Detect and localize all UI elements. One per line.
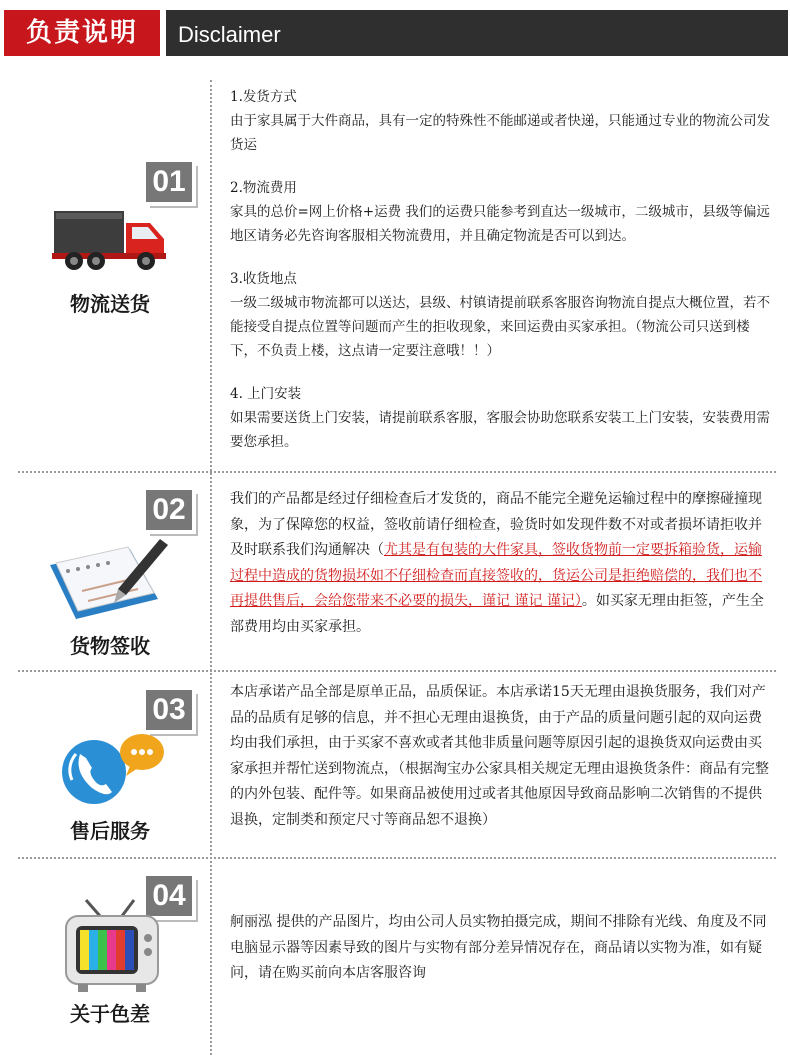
text-after: 。如买家无理由拒签，产生全部费用均由买家承担。 [230, 593, 764, 635]
section-number: 04 [146, 876, 192, 916]
truck-icon [52, 205, 170, 273]
section-number: 03 [146, 690, 192, 730]
section-text [230, 487, 770, 640]
section-text: 本店承诺产品全部是原单正品，品质保证。本店承诺15天无理由退换货服务，我们对产品的品质有足够的信息，并不担心无理由退换货，由于产品的质量问题引起的双向运费均由我们承担，由于买家不喜欢或者其他非质量问题等原因引起的退换货双向运费由买家承担并帮忙送到物流点，（根据淘宝办公家具相关规定无理由退换货条件：商品有完整的内外包装、配件等。如果商品被使用过或者其他原因导致商品影响二次销售的不提供退换，定制类和预定尺寸等商品恕不退换） [230, 684, 769, 828]
item-body: 如果需要送货上门安装，请提前联系客服，客服会协助您联系安装工上门安装，安装费用需要您承担。 [230, 410, 770, 450]
item-heading: 2.物流费用 [230, 180, 297, 196]
item-heading: 3.收货地点 [230, 271, 297, 287]
item-body: 家具的总价=网上价格+运费 我们的运费只能参考到直达一级城市，二级城市，县级等偏远地区请务必先咨询客服相关物流费用，并且确定物流是否可以到达。 [230, 204, 770, 244]
section-number: 01 [146, 162, 192, 202]
text-before: 我们的产品都是经过仔细检查后才发货的，商品不能完全避免运输过程中的摩擦碰撞现象，为了保障您的权益，签收前请仔细检查，验货时如发现件数不对或者损坏请拒收并及时联系我们沟通解决（ [230, 491, 762, 558]
section-label: 货物签收 [70, 634, 150, 658]
section-number: 02 [146, 490, 192, 530]
tv-icon [60, 898, 164, 994]
section-text: 舸丽泓 提供的产品图片，均由公司人员实物拍摄完成，期间不排除有光线、角度及不同电脑显示器等因素导致的图片与实物有部分差异情况存在，商品请以实物为准，如有疑问，请在购买前向本店客服咨询 [230, 914, 767, 981]
notebook-pen-icon [42, 535, 172, 625]
section-label: 关于色差 [70, 1002, 150, 1026]
section-divider [18, 857, 776, 859]
section-divider [18, 670, 776, 672]
item-heading: 1.发货方式 [230, 89, 297, 105]
warning-text: 尤其是有包装的大件家具，签收货物前一定要拆箱验货，运输过程中造成的货物损坏如不仔细检查而直接签收的，货运公司是拒绝赔偿的，我们也不再提供售后，会给您带来不必要的损失，谨记 谨记 谨记） [230, 542, 762, 609]
header-title-cn: 负责说明 [4, 10, 160, 56]
header-banner [0, 0, 790, 62]
vertical-divider [210, 80, 212, 1055]
item-heading: 4. 上门安装 [230, 386, 302, 402]
item-body: 一级二级城市物流都可以送达，县级、村镇请提前联系客服咨询物流自提点大概位置，若不能接受自提点位置等问题而产生的拒收现象，来回运费由买家承担。（物流公司只送到楼下，不负责上楼，这点请一定要注意哦！！） [230, 295, 770, 359]
section-label: 售后服务 [70, 819, 150, 843]
header-title-en: Disclaimer [166, 10, 788, 56]
phone-chat-icon [58, 728, 168, 810]
section-label: 物流送货 [70, 292, 150, 316]
section-text [230, 88, 770, 454]
item-body: 由于家具属于大件商品，具有一定的特殊性不能邮递或者快递，只能通过专业的物流公司发货运 [230, 113, 770, 153]
section-divider [18, 471, 776, 473]
